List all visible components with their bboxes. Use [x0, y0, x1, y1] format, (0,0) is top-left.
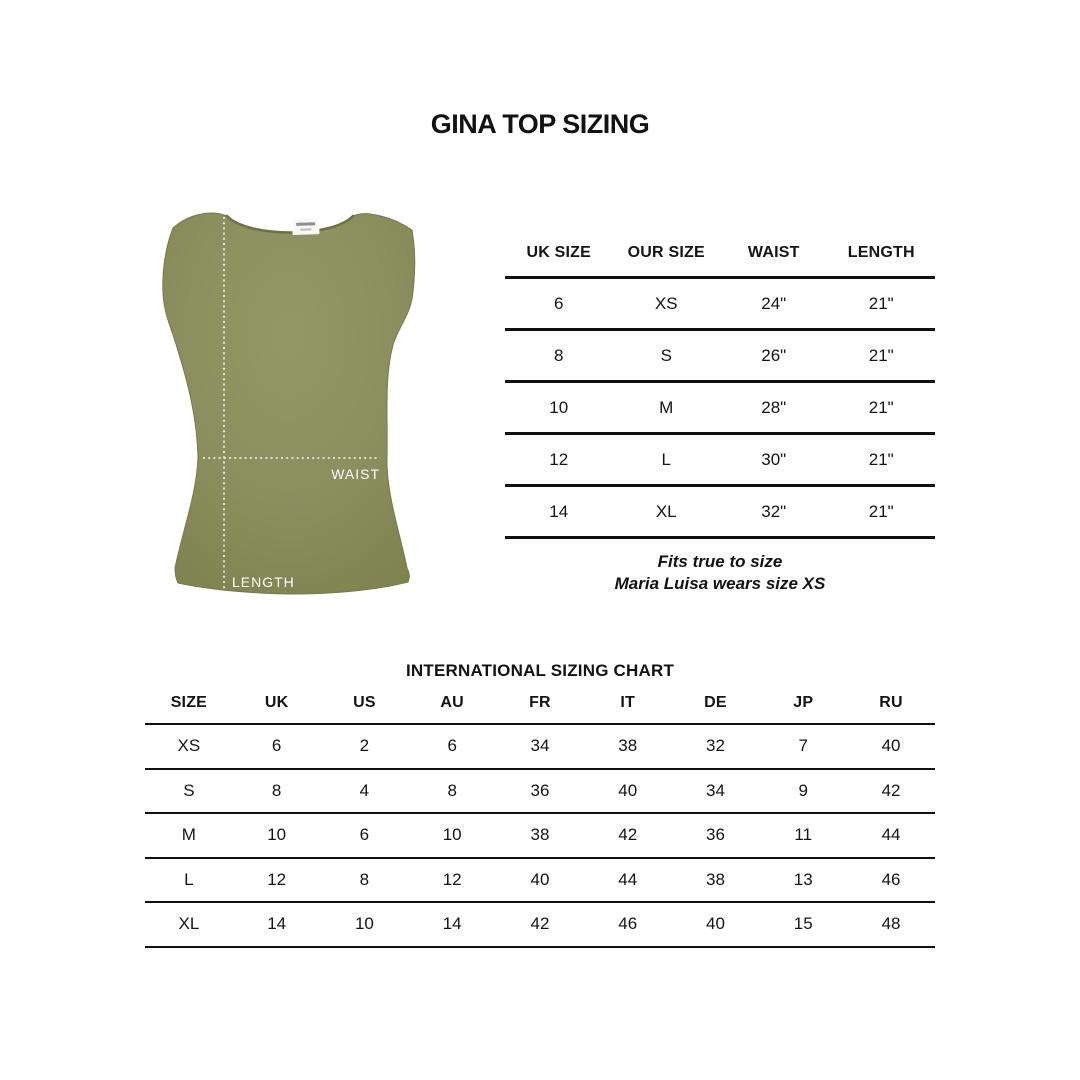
length-label: LENGTH: [232, 574, 295, 590]
garment-image: [148, 193, 432, 599]
table-cell: 8: [505, 330, 613, 382]
column-header: RU: [847, 683, 935, 724]
column-header: AU: [408, 683, 496, 724]
table-cell: 2: [321, 724, 409, 769]
table-cell: 24": [720, 278, 828, 330]
column-header: SIZE: [145, 683, 233, 724]
table-cell: 21": [828, 382, 936, 434]
brand-label: [292, 218, 320, 235]
column-header: UK: [233, 683, 321, 724]
table-cell: L: [613, 434, 721, 486]
table-cell: 38: [496, 813, 584, 858]
table-cell: XS: [145, 724, 233, 769]
table-cell: 38: [672, 858, 760, 903]
table-row: [505, 278, 935, 330]
column-header: UK SIZE: [505, 230, 613, 278]
table-cell: 21": [828, 330, 936, 382]
table-cell: 12: [505, 434, 613, 486]
header-row: [145, 683, 935, 724]
table-cell: 15: [759, 902, 847, 947]
table-row: [505, 382, 935, 434]
table-cell: 14: [408, 902, 496, 947]
table-cell: 46: [584, 902, 672, 947]
table-cell: 32": [720, 486, 828, 538]
table-cell: M: [613, 382, 721, 434]
table-cell: 8: [233, 769, 321, 814]
table-cell: 44: [584, 858, 672, 903]
table-cell: 38: [584, 724, 672, 769]
table-cell: 10: [233, 813, 321, 858]
table-cell: 7: [759, 724, 847, 769]
table-cell: XL: [613, 486, 721, 538]
table-cell: 11: [759, 813, 847, 858]
table-cell: 9: [759, 769, 847, 814]
column-header: JP: [759, 683, 847, 724]
table-row: [145, 858, 935, 903]
table-cell: 4: [321, 769, 409, 814]
header-row: [505, 230, 935, 278]
table-cell: 34: [672, 769, 760, 814]
table-row: [145, 724, 935, 769]
table-cell: 13: [759, 858, 847, 903]
table-cell: 36: [496, 769, 584, 814]
column-header: LENGTH: [828, 230, 936, 278]
column-header: FR: [496, 683, 584, 724]
table-cell: 40: [496, 858, 584, 903]
fit-note-line2: Maria Luisa wears size XS: [614, 574, 826, 593]
table-row: [505, 434, 935, 486]
table-cell: 40: [847, 724, 935, 769]
table-cell: 6: [408, 724, 496, 769]
table-cell: S: [613, 330, 721, 382]
waist-label: WAIST: [331, 466, 380, 482]
page-title: GINA TOP SIZING: [430, 109, 650, 139]
table-cell: 40: [584, 769, 672, 814]
garment-body: [163, 213, 415, 594]
international-chart-title: INTERNATIONAL SIZING CHART: [405, 661, 675, 680]
table-cell: 6: [233, 724, 321, 769]
table-cell: XL: [145, 902, 233, 947]
table-cell: 10: [505, 382, 613, 434]
fit-notes: [505, 551, 935, 595]
table-cell: 34: [496, 724, 584, 769]
table-cell: XS: [613, 278, 721, 330]
table-cell: 30": [720, 434, 828, 486]
table-cell: 21": [828, 278, 936, 330]
size-table-section: [505, 230, 935, 539]
table-cell: 36: [672, 813, 760, 858]
table-cell: 12: [233, 858, 321, 903]
column-header: OUR SIZE: [613, 230, 721, 278]
column-header: WAIST: [720, 230, 828, 278]
table-cell: 28": [720, 382, 828, 434]
table-cell: 10: [321, 902, 409, 947]
table-cell: S: [145, 769, 233, 814]
table-cell: L: [145, 858, 233, 903]
table-cell: 42: [496, 902, 584, 947]
table-cell: M: [145, 813, 233, 858]
table-row: [145, 902, 935, 947]
column-header: US: [321, 683, 409, 724]
size-table: [505, 230, 935, 539]
table-cell: 21": [828, 486, 936, 538]
table-cell: 32: [672, 724, 760, 769]
table-cell: 8: [408, 769, 496, 814]
table-cell: 42: [847, 769, 935, 814]
table-cell: 14: [505, 486, 613, 538]
table-cell: 10: [408, 813, 496, 858]
table-cell: 48: [847, 902, 935, 947]
table-cell: 42: [584, 813, 672, 858]
table-cell: 6: [505, 278, 613, 330]
table-cell: 21": [828, 434, 936, 486]
table-cell: 44: [847, 813, 935, 858]
table-row: [505, 330, 935, 382]
table-row: [145, 813, 935, 858]
column-header: IT: [584, 683, 672, 724]
fit-note-line1: Fits true to size: [657, 552, 783, 571]
table-cell: 26": [720, 330, 828, 382]
table-cell: 8: [321, 858, 409, 903]
table-row: [505, 486, 935, 538]
table-cell: 40: [672, 902, 760, 947]
table-cell: 46: [847, 858, 935, 903]
international-size-table: [145, 683, 935, 948]
table-row: [145, 769, 935, 814]
column-header: DE: [672, 683, 760, 724]
table-cell: 14: [233, 902, 321, 947]
table-cell: 6: [321, 813, 409, 858]
table-cell: 12: [408, 858, 496, 903]
international-chart-section: [145, 683, 935, 948]
